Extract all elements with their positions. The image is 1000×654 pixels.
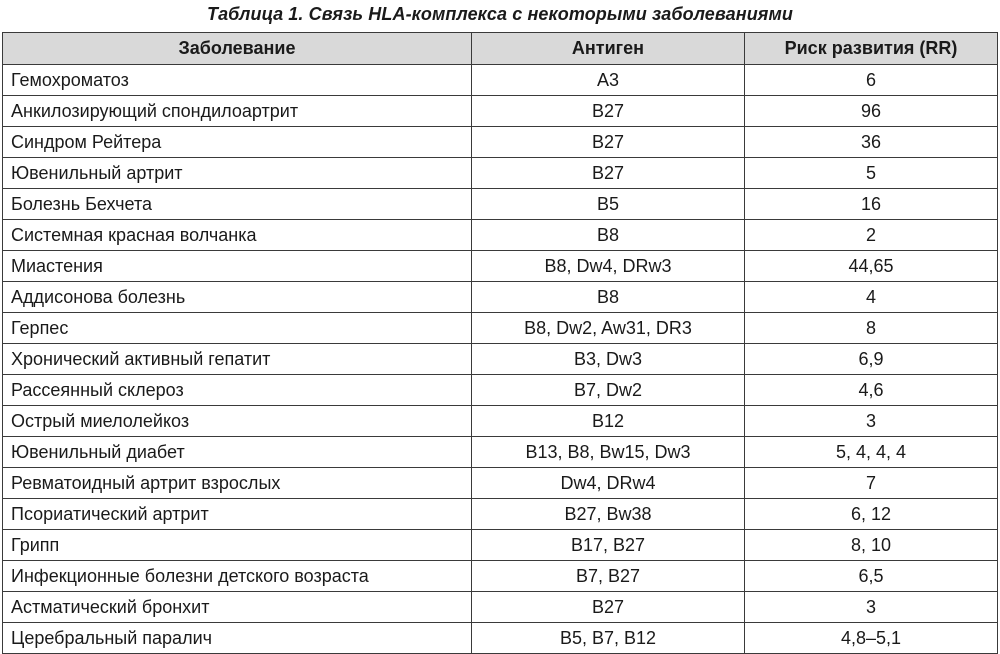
antigen-cell: B8, Dw2, Aw31, DR3 xyxy=(472,313,745,344)
risk-cell: 6 xyxy=(745,65,998,96)
table-caption: Таблица 1. Связь HLA-комплекса с некоторыми заболеваниями xyxy=(206,4,794,24)
table-row xyxy=(3,375,998,406)
risk-cell: 6, 12 xyxy=(745,499,998,530)
disease-cell: Хронический активный гепатит xyxy=(3,344,472,375)
risk-cell: 4,8–5,1 xyxy=(745,623,998,654)
antigen-cell: B7, B27 xyxy=(472,561,745,592)
table-row xyxy=(3,468,998,499)
risk-cell: 6,9 xyxy=(745,344,998,375)
table-row xyxy=(3,158,998,189)
disease-cell: Герпес xyxy=(3,313,472,344)
disease-cell: Синдром Рейтера xyxy=(3,127,472,158)
table-row xyxy=(3,251,998,282)
antigen-cell: B13, B8, Bw15, Dw3 xyxy=(472,437,745,468)
disease-cell: Анкилозирующий спондилоартрит xyxy=(3,96,472,127)
antigen-cell: B5 xyxy=(472,189,745,220)
risk-cell: 36 xyxy=(745,127,998,158)
table-row xyxy=(3,530,998,561)
risk-cell: 44,65 xyxy=(745,251,998,282)
disease-cell: Ревматоидный артрит взрослых xyxy=(3,468,472,499)
table-row xyxy=(3,437,998,468)
disease-cell: Псориатический артрит xyxy=(3,499,472,530)
antigen-cell: A3 xyxy=(472,65,745,96)
disease-cell: Гемохроматоз xyxy=(3,65,472,96)
disease-cell: Острый миелолейкоз xyxy=(3,406,472,437)
table-row xyxy=(3,65,998,96)
antigen-cell: B27 xyxy=(472,158,745,189)
table-row xyxy=(3,127,998,158)
risk-cell: 3 xyxy=(745,406,998,437)
table-header-row xyxy=(3,33,998,65)
risk-cell: 5, 4, 4, 4 xyxy=(745,437,998,468)
hla-disease-table xyxy=(2,32,998,654)
disease-cell: Ювенильный диабет xyxy=(3,437,472,468)
antigen-cell: B17, B27 xyxy=(472,530,745,561)
disease-cell: Миастения xyxy=(3,251,472,282)
risk-cell: 6,5 xyxy=(745,561,998,592)
antigen-cell: B27 xyxy=(472,96,745,127)
risk-cell: 8 xyxy=(745,313,998,344)
table-row xyxy=(3,96,998,127)
antigen-cell: B8, Dw4, DRw3 xyxy=(472,251,745,282)
disease-cell: Ювенильный артрит xyxy=(3,158,472,189)
antigen-cell: B27 xyxy=(472,127,745,158)
antigen-cell: B12 xyxy=(472,406,745,437)
table-row xyxy=(3,220,998,251)
table-row xyxy=(3,623,998,654)
header-risk: Риск развития (RR) xyxy=(745,33,998,65)
risk-cell: 8, 10 xyxy=(745,530,998,561)
risk-cell: 2 xyxy=(745,220,998,251)
disease-cell: Аддисонова болезнь xyxy=(3,282,472,313)
table-row xyxy=(3,313,998,344)
disease-cell: Системная красная волчанка xyxy=(3,220,472,251)
antigen-cell: B3, Dw3 xyxy=(472,344,745,375)
risk-cell: 5 xyxy=(745,158,998,189)
table-row xyxy=(3,592,998,623)
antigen-cell: Dw4, DRw4 xyxy=(472,468,745,499)
risk-cell: 16 xyxy=(745,189,998,220)
table-row xyxy=(3,499,998,530)
disease-cell: Церебральный паралич xyxy=(3,623,472,654)
antigen-cell: B27, Bw38 xyxy=(472,499,745,530)
antigen-cell: B27 xyxy=(472,592,745,623)
risk-cell: 4,6 xyxy=(745,375,998,406)
disease-cell: Болезнь Бехчета xyxy=(3,189,472,220)
table-row xyxy=(3,282,998,313)
table-row xyxy=(3,406,998,437)
disease-cell: Грипп xyxy=(3,530,472,561)
antigen-cell: B5, B7, B12 xyxy=(472,623,745,654)
table-row xyxy=(3,561,998,592)
risk-cell: 96 xyxy=(745,96,998,127)
antigen-cell: B8 xyxy=(472,220,745,251)
risk-cell: 3 xyxy=(745,592,998,623)
disease-cell: Астматический бронхит xyxy=(3,592,472,623)
antigen-cell: B7, Dw2 xyxy=(472,375,745,406)
disease-cell: Рассеянный склероз xyxy=(3,375,472,406)
header-disease: Заболевание xyxy=(3,33,472,65)
disease-cell: Инфекционные болезни детского возраста xyxy=(3,561,472,592)
header-antigen: Антиген xyxy=(472,33,745,65)
table-row xyxy=(3,344,998,375)
antigen-cell: B8 xyxy=(472,282,745,313)
risk-cell: 4 xyxy=(745,282,998,313)
table-row xyxy=(3,189,998,220)
risk-cell: 7 xyxy=(745,468,998,499)
